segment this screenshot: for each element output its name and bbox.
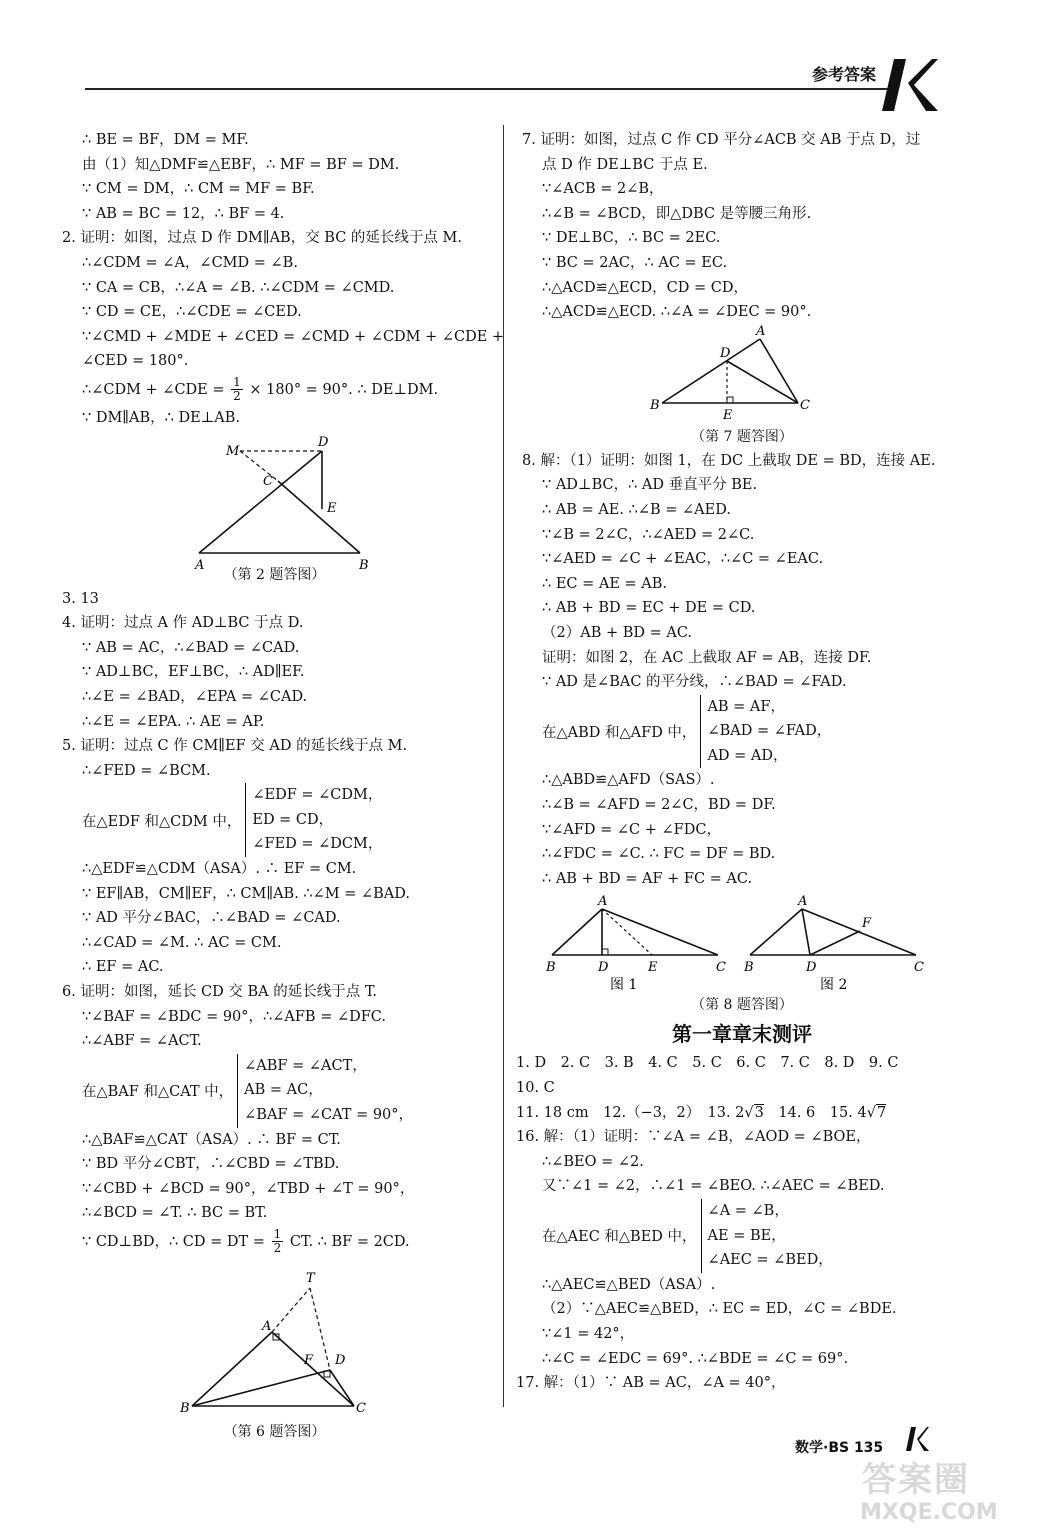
text-line: ∵ BD 平分∠CBT，∴∠CBD = ∠TBD. [82,1156,340,1173]
fraction [272,1228,284,1255]
text-line: （2）∵△AEC≌△BED，∴ EC = ED，∠C = ∠BDE. [542,1301,897,1318]
system-row: AB = AF， [707,698,785,715]
text-line: ∴∠B = ∠AFD = 2∠C，BD = DF. [542,797,776,814]
label-B: B [650,397,660,413]
equation-system [522,1199,962,1273]
text-line: ∴∠FED = ∠BCM. [82,762,211,779]
left-column [62,128,505,1444]
section-title: 第一章章末测评 [672,1022,812,1047]
label-C: C [716,960,726,976]
equation-system [522,695,962,769]
fraction-line [62,374,487,406]
system-brace [701,1199,833,1273]
label-C: C [263,473,273,489]
label-E: E [648,960,658,976]
problem-7-line: 7. 证明：如图，过点 C 作 CD 平分∠ACB 交 AB 于点 D，过 [522,132,921,148]
segment-CB [278,481,360,553]
sqrt-radicand: 3 [754,1104,764,1121]
label-A: A [598,894,608,910]
system-row: ED = CD， [252,811,334,828]
text-line: ∵∠CBD + ∠BCD = 90°，∠TBD + ∠T = 90°， [82,1180,415,1197]
label-B: B [744,960,754,976]
system-brace [245,783,382,857]
text-span: ∵ CD⊥BD，∴ CD = DT = [82,1233,265,1250]
text-line: ∴ EF = AC. [82,959,164,976]
text-line: ∵ AB = AC，∴∠BAD = ∠CAD. [82,639,300,656]
segment-AD [802,909,810,955]
fraction-denominator: 2 [233,389,241,404]
watermark-url: MXQE.COM [860,1500,998,1525]
problem-17-line: 17. 解：（1）∵ AB = AC，∠A = 40°， [516,1375,786,1392]
segment-BD [192,1370,330,1406]
fraction-line [62,1226,487,1258]
text-line: ∴△BAF≌△CAT（ASA）. ∴ BF = CT. [82,1131,341,1148]
figure-problem-2 [62,433,487,573]
system-row: ∠ABF = ∠ACT， [244,1057,367,1074]
segment-AT [272,1288,310,1332]
system-brace [237,1054,413,1128]
text-line: ∵ AD⊥BC，EF⊥BC，∴ AD∥EF. [82,664,305,681]
figure-8-sub-2: 图 2 [820,977,848,994]
text-line: ∴∠FDC = ∠C. ∴ FC = DF = BD. [542,846,776,863]
text-line: 由（1）知△DMF≌△EBF，∴ MF = BF = DM. [82,156,400,173]
text-line: ∵∠B = 2∠C，∴∠AED = 2∠C. [542,526,755,543]
answers-line: 10. C [516,1080,555,1097]
system-row: ∠BAD = ∠FAD， [707,723,832,740]
text-line: ∴△ABD≌△AFD（SAS）. [542,772,715,789]
figure-6-caption: （第 6 题答图） [223,1423,326,1440]
equation-system [62,1054,487,1128]
system-row: ∠AEC = ∠BED， [707,1252,833,1269]
text-line: ∵ EF∥AB，CM∥EF，∴ CM∥AB. ∴∠M = ∠BAD. [82,885,410,902]
text-line: ∴△ACD≌△ECD. ∴∠A = ∠DEC = 90°. [542,304,812,321]
label-C: C [914,960,924,976]
answers-line: 11. 18 cm 12.（−3，2） 13. 2√3 14. 6 15. 4√7 [516,1104,887,1121]
text-line: ∴∠CAD = ∠M. ∴ AC = CM. [82,934,282,951]
footer-page-label: 数学·BS 135 [795,1440,884,1456]
problem-4-line: 4. 证明：过点 A 作 AD⊥BC 于点 D. [62,615,304,632]
text-line: ∴∠B = ∠BCD，即△DBC 是等腰三角形. [542,205,812,222]
text-span: ∴∠CDM + ∠CDE = [82,381,225,398]
text-span: CT. ∴ BF = 2CD. [289,1233,410,1250]
system-row: ∠FED = ∠DCM， [252,836,383,853]
fraction-denominator: 2 [273,1241,282,1256]
figure-2-diagram [62,433,487,573]
label-A: A [798,894,808,910]
problem-6-line: 6. 证明：如图，延长 CD 交 BA 的延长线于点 T. [62,984,377,1001]
label-B: B [359,557,369,573]
text-line: ∴ AB + BD = AF + FC = AC. [542,870,753,887]
text-line: ∵ AB = BC = 12，∴ BF = 4. [82,205,285,222]
text-line: ∵ AD 是∠BAC 的平分线，∴∠BAD = ∠FAD. [542,674,847,691]
text-line: ∴∠BCD = ∠T. ∴ BC = BT. [82,1205,268,1222]
text-line: ∠CED = 180°. [82,353,189,370]
figure-7-caption: （第 7 题答图） [691,428,793,445]
label-T: T [306,1270,315,1286]
text-line: ∴∠ABF = ∠ACT. [82,1033,202,1050]
right-angle-mark [727,397,733,403]
system-intro: 在△ABD 和△AFD 中， [542,725,697,742]
figure-8-sub-1: 图 1 [610,977,638,994]
system-row: AD = AD， [707,747,788,764]
figure-8-caption: （第 8 题答图） [691,997,793,1014]
text-line: （2）AB + BD = AC. [542,624,693,641]
text-line: ∴ AB = AE. ∴∠B = ∠AED. [542,501,731,518]
label-D: D [335,1352,346,1368]
label-F: F [862,916,872,932]
text-line: ∴∠C = ∠EDC = 69°. ∴∠BDE = ∠C = 69°. [542,1350,849,1367]
label-M: M [226,443,240,459]
text-line: ∴∠BEO = ∠2. [542,1153,644,1170]
text-line: ∵∠AFD = ∠C + ∠FDC， [542,821,721,838]
text-line: ∵ DM∥AB，∴ DE⊥AB. [82,409,241,426]
text-line: ∴△AEC≌△BED（ASA）. [542,1276,716,1293]
text-line: ∵∠CMD + ∠MDE + ∠CED = ∠CMD + ∠CDM + ∠CDE + [82,328,505,345]
segment-DC [727,361,798,403]
segment-DF [810,931,860,955]
text-span: 11. 18 cm 12.（−3，2） 13. 2 [516,1104,745,1121]
text-line: ∴ AB + BD = EC + DE = CD. [542,600,756,617]
text-line: ∴∠E = ∠BAD，∠EPA = ∠CAD. [82,688,308,705]
segment-AC [272,1332,354,1406]
answers-line: 1. D 2. C 3. B 4. C 5. C 6. C 7. C 8. D 9. C [516,1055,899,1072]
label-D: D [720,345,731,361]
text-line: 证明：如图 2，在 AC 上截取 AF = AB，连接 DF. [542,649,872,666]
system-intro: 在△BAF 和△CAT 中， [82,1084,234,1101]
segment-AC [602,909,718,955]
system-row: AB = AC， [244,1082,323,1099]
problem-16-line: 16. 解：（1）证明：∵∠A = ∠B，∠AOD = ∠BOE， [516,1129,871,1146]
system-brace [700,695,831,769]
label-E: E [723,407,733,423]
text-line: ∵ CA = CB，∴∠A = ∠B. ∴∠CDM = ∠CMD. [82,279,395,296]
problem-8-line: 8. 解：（1）证明：如图 1，在 DC 上截取 DE = BD，连接 AE. [522,452,936,469]
figure-2-caption: （第 2 题答图） [223,566,326,583]
watermark: 答案圈 [862,1460,970,1500]
system-row: ∠BAF = ∠CAT = 90°， [244,1107,414,1123]
text-line: ∵∠AED = ∠C + ∠EAC，∴∠C = ∠EAC. [542,551,824,568]
text-line: ∵ CM = DM，∴ CM = MF = BF. [82,181,315,198]
sqrt-radicand: 7 [876,1104,887,1121]
figure-8-diagram [522,893,962,994]
text-span: 14. 6 15. 4 [763,1104,867,1121]
text-line: ∴△EDF≌△CDM（ASA）. ∴ EF = CM. [82,861,357,878]
text-line: ∵ AD⊥BC，∴ AD 垂直平分 BE. [542,477,758,494]
label-B: B [180,1400,190,1416]
segment-BA [552,909,602,955]
text-line: 又∵∠1 = ∠2，∴∠1 = ∠BEO. ∴∠AEC = ∠BED. [542,1178,885,1195]
header-rule [85,88,895,90]
problem-2-line: 2. 证明：如图，过点 D 作 DM∥AB，交 BC 的延长线于点 M. [62,230,462,247]
label-A: A [756,323,766,339]
text-line: ∴ EC = AE = AB. [542,575,668,592]
system-row: AE = BE， [707,1227,786,1244]
label-D: D [318,434,329,450]
problem-5-line: 5. 证明：过点 C 作 CM∥EF 交 AD 的延长线于点 M. [62,738,408,755]
text-line: ∵ BC = 2AC，∴ AC = EC. [542,254,728,271]
fraction-numerator: 1 [233,375,241,390]
label-D: D [806,960,817,976]
figure-problem-6 [62,1260,487,1418]
header-logo-icon [880,55,940,115]
text-line: ∵∠1 = 42°， [542,1325,635,1342]
right-column [516,128,962,1396]
text-line: ∴∠E = ∠EPA. ∴ AE = AP. [82,713,265,730]
label-E: E [327,500,337,516]
text-line: ∴ BE = BF，DM = MF. [82,132,249,148]
system-intro: 在△EDF 和△CDM 中， [82,813,242,830]
equation-system [62,783,487,857]
segment-AD [199,451,322,553]
label-F: F [304,1352,314,1368]
text-line: 点 D 作 DE⊥BC 于点 E. [542,156,708,173]
system-row: ∠EDF = ∠CDM， [252,787,383,804]
system-row: ∠A = ∠B， [707,1203,789,1219]
segment-AC [760,339,798,403]
figure-problem-7 [522,323,962,423]
text-line: ∵∠BAF = ∠BDC = 90°，∴∠AFB = ∠DFC. [82,1008,386,1025]
segment-BA [750,909,802,955]
segment-AE [602,909,652,955]
fraction [231,376,243,403]
fraction-numerator: 1 [273,1227,282,1242]
text-span: × 180° = 90°. ∴ DE⊥DM. [249,381,439,398]
text-line: ∴∠CDM = ∠A，∠CMD = ∠B. [82,254,298,271]
figure-6-diagram [62,1260,487,1418]
footer-logo-icon [905,1425,929,1453]
label-D: D [598,960,609,976]
text-line: ∵ DE⊥BC，∴ BC = 2EC. [542,230,721,247]
column-divider [503,125,504,1407]
label-B: B [546,960,556,976]
text-line: ∵ AD 平分∠BAC，∴∠BAD = ∠CAD. [82,910,341,927]
label-C: C [356,1400,366,1416]
text-line: ∵ CD = CE，∴∠CDE = ∠CED. [82,304,302,321]
label-C: C [800,397,810,413]
text-line: ∵∠ACB = 2∠B， [542,181,664,198]
label-A: A [262,1318,272,1334]
text-line: ∴△ACD≌△ECD，CD = CD， [542,279,748,296]
right-angle-mark [602,949,608,955]
system-intro: 在△AEC 和△BED 中， [542,1229,697,1246]
answer-3: 3. 13 [62,590,99,607]
header-title: 参考答案 [812,65,877,84]
figure-7-diagram [522,323,962,423]
figure-problem-8 [522,893,962,994]
label-A: A [195,557,205,573]
